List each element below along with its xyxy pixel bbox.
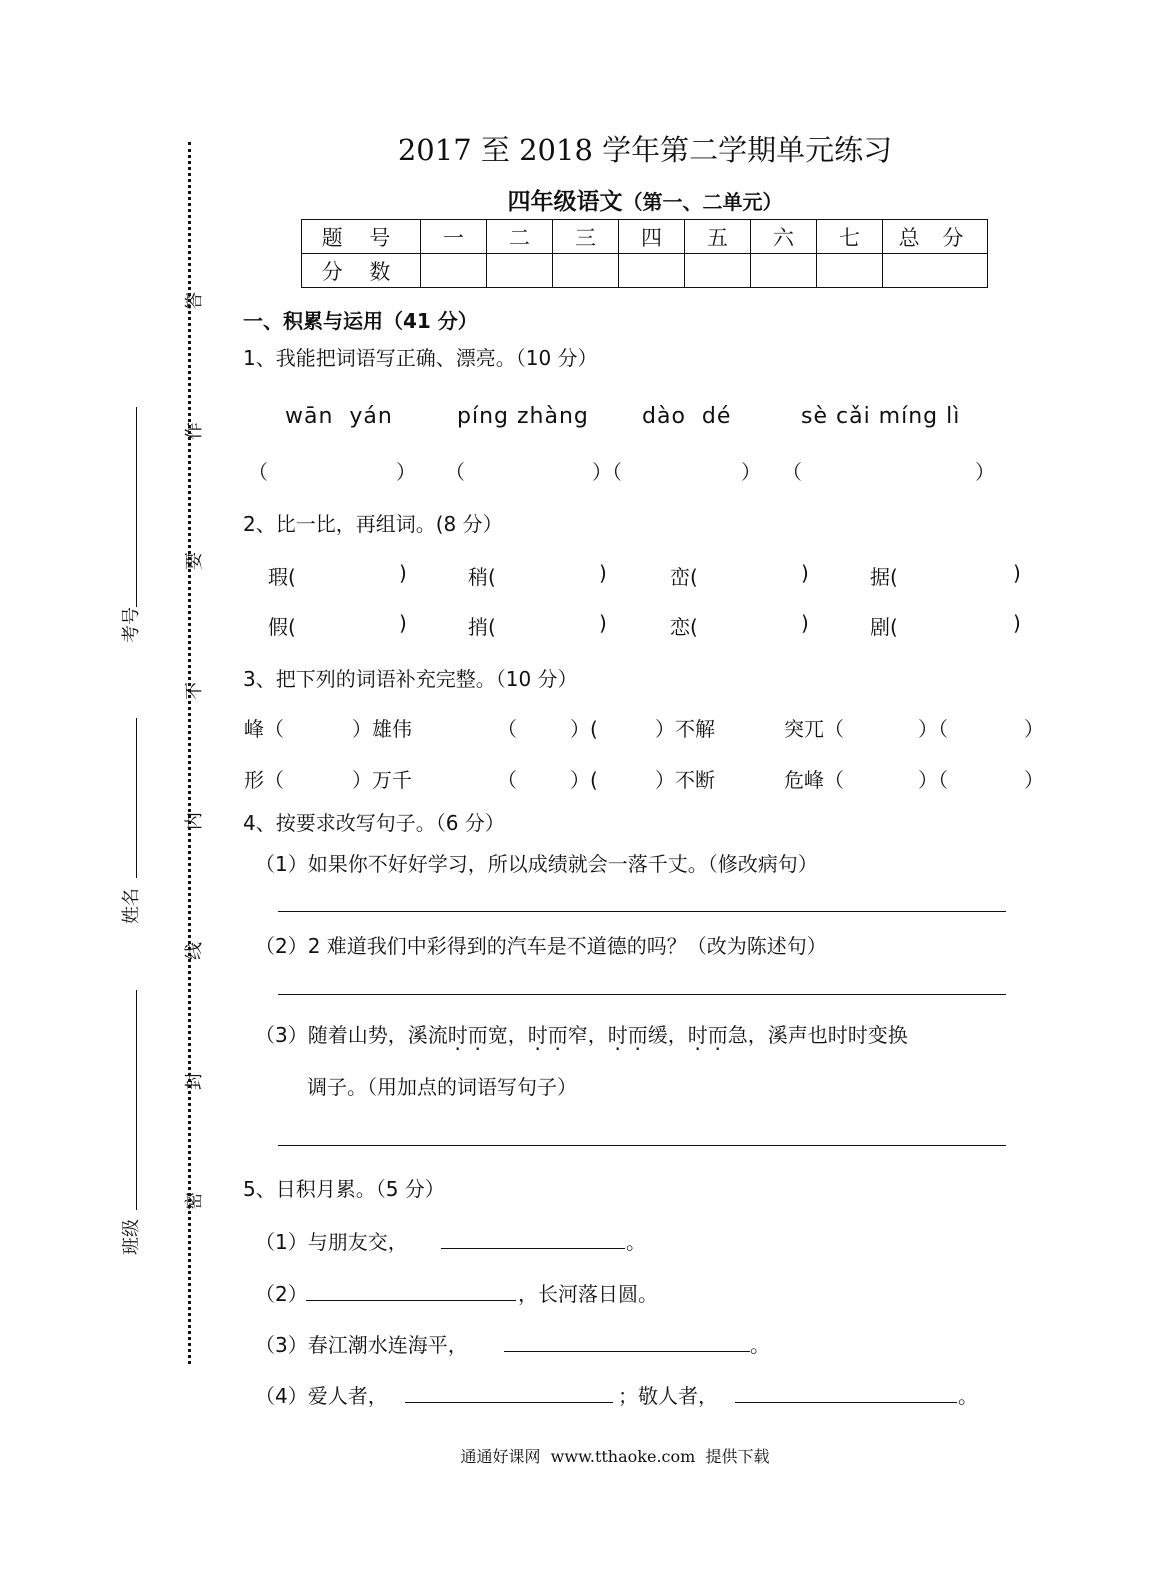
- idiom-part: ）: [1024, 717, 1044, 741]
- seal-char: 封: [184, 1072, 205, 1090]
- seal-dotted-line: [188, 142, 191, 1364]
- answer-bracket: （: [782, 460, 802, 484]
- field-line-exam-no: [136, 407, 137, 607]
- field-line-name: [136, 718, 137, 878]
- question-5-title: 5、日积月累。（5 分）: [243, 1177, 445, 1201]
- fill-3-text: （3）春江潮水连海平，: [255, 1333, 468, 1357]
- seal-char: 内: [184, 812, 205, 830]
- score-header-cell: 六: [751, 220, 817, 254]
- idiom-part: ）: [1024, 768, 1044, 792]
- emph-char: 而: [547, 1023, 568, 1047]
- compare-item: 剧(: [870, 615, 898, 639]
- fill-2-text: （2）: [255, 1282, 308, 1306]
- subtitle-main: 四年级语文: [507, 189, 623, 215]
- score-header-cell: 七: [817, 220, 883, 254]
- fill-blank[interactable]: [405, 1402, 613, 1403]
- answer-bracket: ）: [741, 460, 761, 484]
- compare-bracket: ): [399, 561, 407, 585]
- compare-item: 峦(: [670, 565, 698, 589]
- score-header-cell: 总 分: [883, 220, 988, 254]
- compare-item: 据(: [870, 565, 898, 589]
- idiom-part: 突兀（: [784, 717, 844, 741]
- field-label-exam-no: 考号: [121, 607, 142, 643]
- emph-char: 时: [607, 1023, 628, 1047]
- fill-blank[interactable]: [735, 1402, 957, 1403]
- idiom-part: （: [497, 768, 517, 792]
- sentence-3: [255, 1019, 908, 1048]
- sentence-3-part: 急，溪声也时时变换: [727, 1023, 908, 1047]
- idiom-part: ）不断: [655, 768, 715, 792]
- compare-item: 稍(: [468, 565, 496, 589]
- emph-char: 而: [627, 1023, 648, 1047]
- score-cell[interactable]: [421, 254, 487, 288]
- question-1-title: 1、我能把词语写正确、漂亮。（10 分）: [243, 346, 598, 370]
- compare-item: 恋(: [670, 615, 698, 639]
- fill-3-end: 。: [750, 1333, 770, 1357]
- idiom-part: （: [497, 717, 517, 741]
- answer-bracket: （: [445, 460, 465, 484]
- pinyin-1: wān yán: [285, 404, 393, 429]
- sentence-2: （2）2 难道我们中彩得到的汽车是不道德的吗？（改为陈述句）: [255, 934, 827, 958]
- section-title: 一、积累与运用（41 分）: [243, 309, 478, 333]
- score-cell[interactable]: [751, 254, 817, 288]
- fill-4-end: 。: [958, 1384, 978, 1408]
- score-header-cell: 一: [421, 220, 487, 254]
- idiom-part: ）（: [918, 717, 948, 741]
- fill-2-end: ，长河落日圆。: [518, 1282, 658, 1306]
- seal-char: 作: [184, 422, 205, 440]
- pinyin-3: dào dé: [642, 404, 732, 429]
- page-subtitle: [0, 183, 1152, 216]
- score-cell[interactable]: [619, 254, 685, 288]
- score-row-label: 分 数: [302, 254, 421, 288]
- score-header-cell: 四: [619, 220, 685, 254]
- compare-item: 捎(: [468, 615, 496, 639]
- compare-bracket: ): [599, 611, 607, 635]
- score-table-header-row: [302, 220, 988, 254]
- idiom-part: ）不解: [655, 717, 715, 741]
- sentence-3-part: 窄，: [567, 1023, 608, 1047]
- answer-bracket: ）（: [592, 460, 622, 484]
- fill-4-text: （4）爱人者，: [255, 1384, 388, 1408]
- answer-bracket: ）: [396, 460, 416, 484]
- seal-char: 线: [184, 942, 205, 960]
- footer-credit: 通通好课网 www.tthaoke.com 提供下载: [460, 1447, 770, 1466]
- fill-blank[interactable]: [441, 1248, 625, 1249]
- idiom-part: ）万千: [352, 768, 412, 792]
- answer-line[interactable]: [278, 911, 1006, 912]
- field-label-class: 班级: [121, 1219, 142, 1255]
- answer-bracket: ）: [975, 460, 995, 484]
- score-cell[interactable]: [883, 254, 988, 288]
- fill-blank[interactable]: [306, 1300, 516, 1301]
- field-label-name: 姓名: [121, 888, 142, 924]
- compare-bracket: ): [801, 561, 809, 585]
- answer-bracket: （: [248, 460, 268, 484]
- sentence-1: （1）如果你不好好学习，所以成绩就会一落千丈。（修改病句）: [255, 852, 818, 876]
- subtitle-paren: （第一、二单元）: [622, 190, 783, 214]
- emphasized-word: [448, 1023, 488, 1047]
- fill-blank[interactable]: [504, 1351, 750, 1352]
- score-cell[interactable]: [817, 254, 883, 288]
- emph-char: 而: [707, 1023, 728, 1047]
- score-header-cell: 五: [685, 220, 751, 254]
- emph-char: 时: [447, 1023, 468, 1047]
- answer-line[interactable]: [278, 1145, 1006, 1146]
- compare-bracket: ): [1013, 611, 1021, 635]
- emph-char: 而: [467, 1023, 488, 1047]
- seal-char: 答: [184, 292, 205, 310]
- seal-char: 不: [184, 682, 205, 700]
- idiom-part: ）(: [570, 768, 598, 792]
- page-title: 2017 至 2018 学年第二学期单元练习: [397, 133, 893, 167]
- seal-char: 密: [184, 1192, 205, 1210]
- question-3-title: 3、把下列的词语补充完整。（10 分）: [243, 667, 578, 691]
- seal-char: 要: [184, 552, 205, 570]
- idiom-part: 形（: [244, 768, 284, 792]
- idiom-part: 危峰（: [784, 768, 844, 792]
- score-cell[interactable]: [487, 254, 553, 288]
- fill-1-text: （1）与朋友交，: [255, 1230, 408, 1254]
- fill-4-mid: ；敬人者，: [618, 1384, 718, 1408]
- emph-char: 时: [687, 1023, 708, 1047]
- idiom-part: ）(: [570, 717, 598, 741]
- score-header-cell: 题 号: [302, 220, 421, 254]
- emph-char: 时: [527, 1023, 548, 1047]
- pinyin-4: sè cǎi míng lì: [801, 404, 961, 429]
- compare-item: 假(: [268, 615, 296, 639]
- score-table: [301, 219, 988, 288]
- compare-bracket: ): [599, 561, 607, 585]
- question-2-title: 2、比一比，再组词。(8 分）: [243, 512, 503, 536]
- field-line-class: [136, 990, 137, 1210]
- compare-bracket: ): [801, 611, 809, 635]
- sentence-3-part: 宽，: [487, 1023, 528, 1047]
- answer-line[interactable]: [278, 994, 1006, 995]
- compare-bracket: ): [399, 611, 407, 635]
- sentence-3-part: 缓，: [647, 1023, 688, 1047]
- fill-1-end: 。: [626, 1230, 646, 1254]
- score-header-cell: 三: [553, 220, 619, 254]
- score-cell[interactable]: [553, 254, 619, 288]
- question-4-title: 4、按要求改写句子。（6 分）: [243, 811, 505, 835]
- score-header-cell: 二: [487, 220, 553, 254]
- idiom-part: ）雄伟: [352, 717, 412, 741]
- score-cell[interactable]: [685, 254, 751, 288]
- score-table-score-row: [302, 254, 988, 288]
- pinyin-2: píng zhàng: [457, 404, 589, 429]
- compare-item: 瑕(: [268, 565, 296, 589]
- idiom-part: 峰（: [244, 717, 284, 741]
- compare-bracket: ): [1013, 561, 1021, 585]
- sentence-3-prefix: （3）随着山势，溪流: [255, 1023, 448, 1047]
- sentence-3-line2: 调子。（用加点的词语写句子）: [307, 1075, 577, 1099]
- idiom-part: ）（: [918, 768, 948, 792]
